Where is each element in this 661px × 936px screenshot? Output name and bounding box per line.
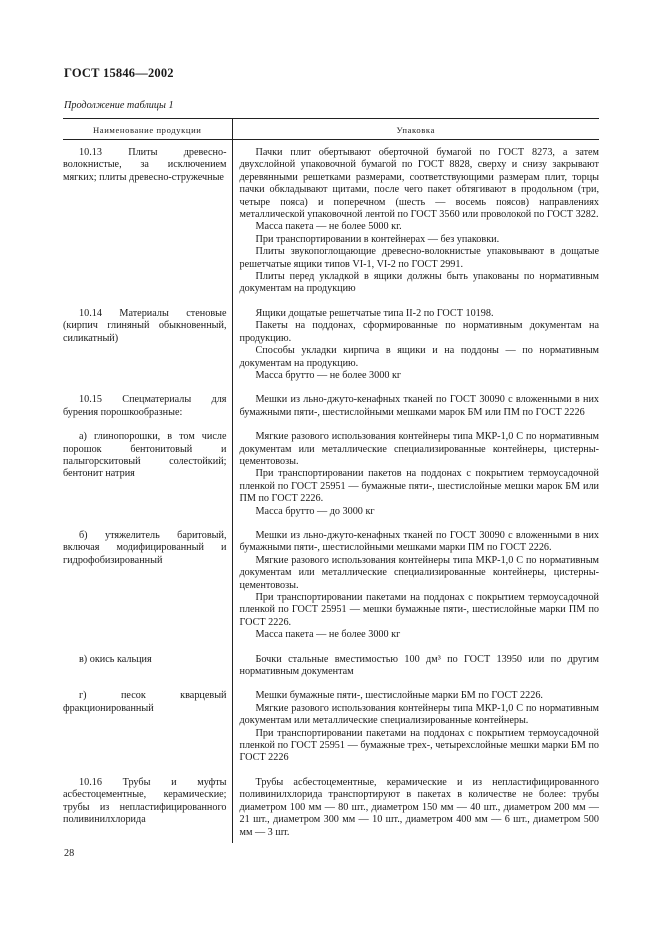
packing-cell [232,431,599,530]
page-number: 28 [64,848,75,859]
document-title: ГОСТ 15846—2002 [64,66,174,80]
product-name: г) песок кварцевый фракционированный [63,690,227,714]
packing-paragraph: Плиты перед укладкой в ящики должны быть упакованы по нормативным документам на продукцию [239,271,599,295]
product-name: 10.15 Спецматериалы для бурения порошкообразные: [63,394,227,418]
packing-cell [232,530,599,654]
product-name-cell [63,690,232,776]
packing-paragraph: Пакеты на поддонах, сформированные по нормативным документам на продукцию. [239,320,599,344]
product-name-cell [63,394,232,431]
table-row [63,394,599,431]
product-name: в) окись кальция [79,653,152,665]
packing-paragraph: При транспортировании в контейнерах — без упаковки. [255,233,500,245]
packing-paragraph: Масса брутто — не более 3000 кг [255,369,402,381]
product-name: а) глинопорошки, в том числе порошок бентонитовый и палыгорскитовый солестойкий; бентонит натрия [63,431,227,480]
product-name: 10.16 Трубы и муфты асбестоцементные, керамические; трубы из непластифицированного поливинилхлорида [63,776,227,826]
product-name-cell [63,777,232,843]
packing-paragraph: Бочки стальные вместимостью 100 дм³ по ГОСТ 13950 или по другим нормативным документам [239,653,599,678]
packing-paragraph: Мешки из льно-джуто-кенафных тканей по ГОСТ 30090 с вложенными в них бумажными пяти-, шестислойными мешками марки ПМ по ГОСТ 2226. [239,529,599,554]
packing-paragraph: Мешки из льно-джуто-кенафных тканей по ГОСТ 30090 с вложенными в них бумажными пяти-, шестислойными мешками марок БМ или ПМ по ГОСТ 2226 [239,394,599,418]
packing-paragraph: Мягкие разового использования контейнеры типа МКР-1,0 С по нормативным документам или металлические специализированные контейнеры, цистерны-цементовозы. [239,554,599,591]
table-continuation-caption: Продолжение таблицы 1 [64,100,174,111]
table-row [63,530,599,654]
packing-paragraph: Масса пакета — не более 3000 кг [255,629,401,641]
table-row [63,140,599,308]
packing-paragraph: При транспортировании пакетов на поддонах с покрытием термоусадочной пленкой по ГОСТ 25951 — бумажные пяти-, шестислойные мешки марок БМ или ПМ по ГОСТ 2226. [239,468,599,505]
product-name: б) утяжелитель баритовый, включая модифицированный и гидрофобизированный [63,529,227,566]
packing-cell [232,654,599,691]
packing-paragraph: Мягкие разового использования контейнеры типа МКР-1,0 С по нормативным документам или металлические специализированные контейнеры. [239,702,599,727]
table-row [63,690,599,776]
packing-paragraph: Мягкие разового использования контейнеры типа МКР-1,0 С по нормативным документам или металлические специализированные контейнеры, цистерны-цементовозы. [239,431,599,467]
packing-paragraph: Плиты звукопоглощающие древесно-волокнистые упаковывают в дощатые решетчатые ящики типов VI-1, VI-2 по ГОСТ 2991. [239,246,599,270]
table-row [63,777,599,843]
table-row [63,431,599,530]
packing-paragraph: Трубы асбестоцементные, керамические и из непластифицированного поливинилхлорида транспортируют в пакетах в количестве не более: трубы диаметром 100 мм — 80 шт., диаметром 150 мм — 40 шт., диаметром 200 мм — 21 шт., диаметром 300 мм — 10 шт., диаметром 400 мм — 6 шт., диаметром 500 мм — 3 шт. [239,776,599,838]
packing-cell [232,140,599,308]
packing-cell [232,690,599,776]
packing-paragraph: Мешки бумажные пяти-, шестислойные марки БМ по ГОСТ 2226. [255,690,543,702]
packing-paragraph: Пачки плит обертывают оберточной бумагой по ГОСТ 8273, а затем двухслойной упаковочной бумагой по ГОСТ 8828, сверху и снизу закрывают деревянными решетками размерами, соответствующими размерам плит, торцы пачки обкладывают щитами, после чего пакет обтягивают в продольном (три, четыре пояса) и поперечном (шесть — восемь поясов) направлениях металлической упаковочной лентой по ГОСТ 3560 или проволокой по ГОСТ 3282. [239,147,599,221]
table-header-row [63,119,599,140]
product-name-cell [63,431,232,530]
packing-table [63,118,599,843]
packing-paragraph: Масса пакета — не более 5000 кг. [255,221,402,233]
packing-cell [232,394,599,431]
packing-paragraph: При транспортировании пакетами на поддонах с покрытием термоусадочной пленкой по ГОСТ 25951 — бумажные трех-, четырехслойные мешки марки БМ по ГОСТ 2226 [239,727,599,764]
packing-paragraph: Ящики дощатые решетчатые типа II-2 по ГОСТ 10198. [255,307,494,319]
product-name-cell [63,530,232,654]
product-name: 10.14 Материалы стеновые (кирпич глиняный обыкновенный, силикатный) [63,307,227,344]
column-header-packing: Упаковка [232,119,599,140]
product-name-cell [63,654,232,691]
product-name-cell [63,140,232,308]
table-row [63,308,599,394]
table-body [63,140,599,843]
packing-paragraph: Способы укладки кирпича в ящики и на поддоны — по нормативным документам на продукцию. [239,345,599,369]
packing-paragraph: При транспортировании пакетами на поддонах с покрытием термоусадочной пленкой по ГОСТ 25951 — мешки бумажные пяти-, шестислойные марки ПМ по ГОСТ 2226. [239,592,599,628]
product-name-cell [63,308,232,394]
packing-cell [232,308,599,394]
table-row [63,654,599,691]
product-name: 10.13 Плиты древесно-волокнистые, за исключением мягких; плиты древесно-стружечные [63,147,227,183]
column-header-product: Наименование продукции [63,119,232,140]
packing-paragraph: Масса брутто — до 3000 кг [255,505,375,517]
packing-cell [232,777,599,843]
